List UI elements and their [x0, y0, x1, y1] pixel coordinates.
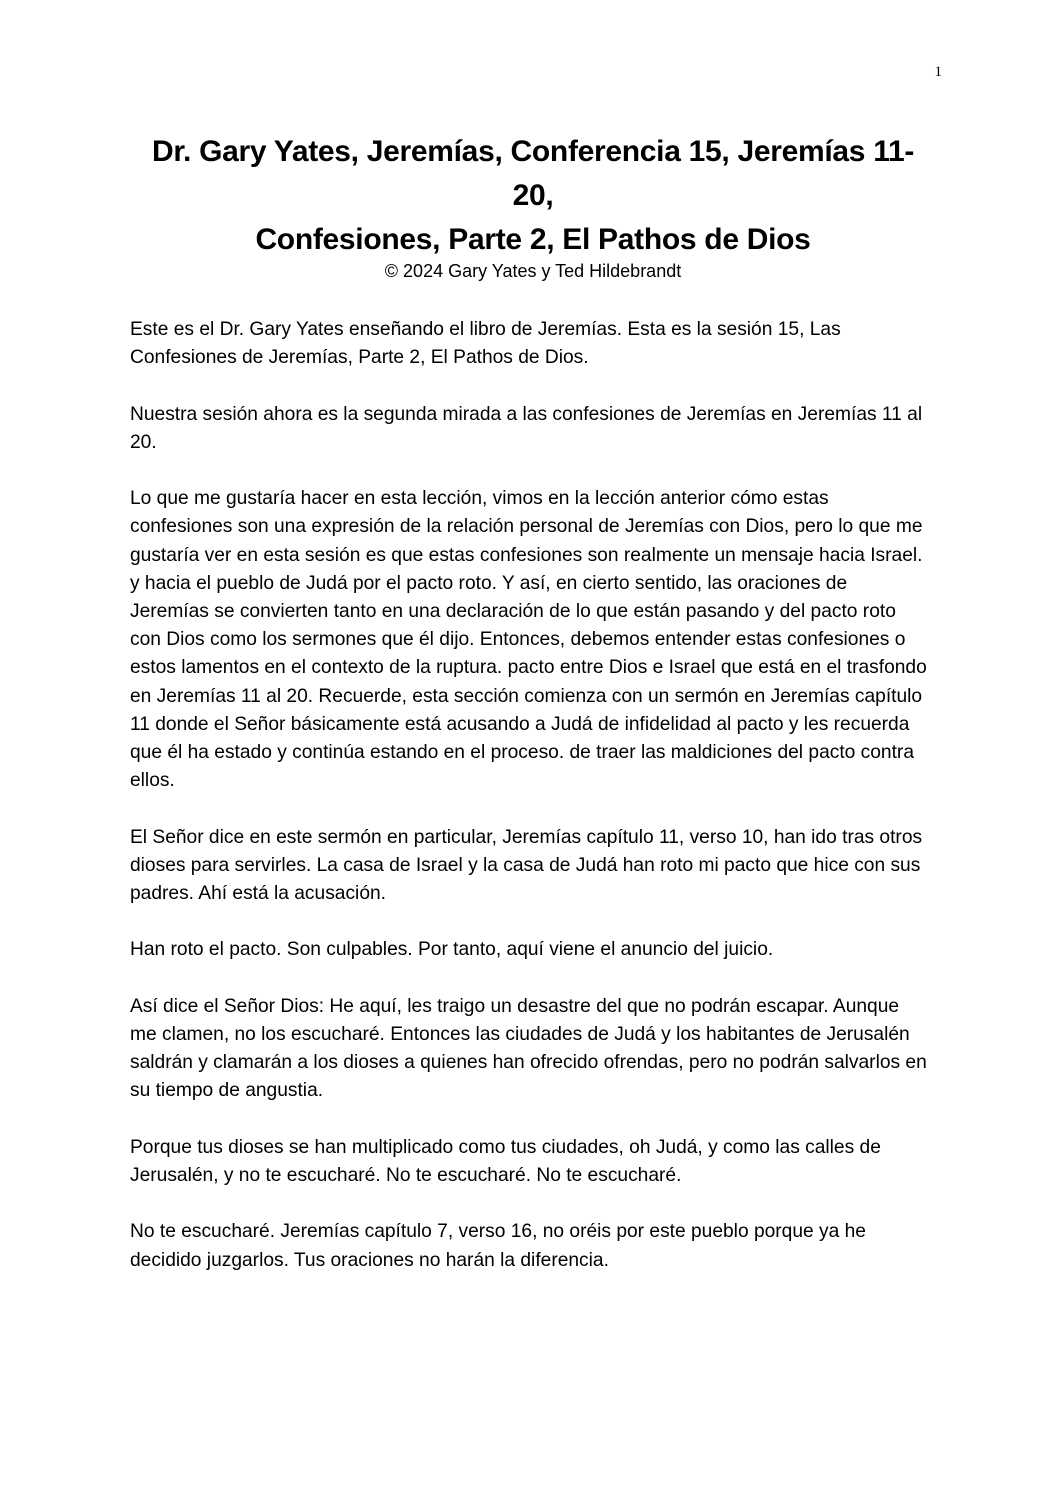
document-body: [130, 316, 930, 1303]
paragraph: El Señor dice en este sermón en particular, Jeremías capítulo 11, verso 10, han ido tras otros dioses para servirles. La casa de Israel y la casa de Judá han roto mi pacto que hice con sus padres. Ahí está la acusación.: [130, 826, 923, 905]
paragraph: Porque tus dioses se han multiplicado como tus ciudades, oh Judá, y como las calles de Jerusalén, y no te escucharé. No te escucharé. No te escucharé.: [130, 1136, 881, 1186]
paragraph: Han roto el pacto. Son culpables. Por tanto, aquí viene el anuncio del juicio.: [130, 939, 774, 961]
paragraph: No te escucharé. Jeremías capítulo 7, verso 16, no oréis por este pueblo porque ya he decidido juzgarlos. Tus oraciones no harán la diferencia.: [130, 1221, 866, 1271]
document-title-line-3: Confesiones, Parte 2, El Pathos de Dios: [255, 223, 811, 256]
document-title-line-2: 20,: [512, 179, 554, 212]
copyright-notice: © 2024 Gary Yates y Ted Hildebrandt: [384, 261, 682, 281]
paragraph: Así dice el Señor Dios: He aquí, les traigo un desastre del que no podrán escapar. Aunque me clamen, no los escucharé. Entonces las ciudades de Judá y los habitantes de Jerusalén saldrán y clamarán a los dioses a quienes han ofrecido ofrendas, pero no podrán salvarlos en su tiempo de angustia.: [130, 995, 927, 1102]
document-header: [110, 130, 956, 284]
paragraph: Lo que me gustaría hacer en esta lección, vimos en la lección anterior cómo estas confesiones son una expresión de la relación personal de Jeremías con Dios, pero lo que me gustaría ver en esta sesión es que estas confesiones son realmente un mensaje hacia Israel. y hacia el pueblo de Judá por el pacto roto. Y así, en cierto sentido, las oraciones de Jeremías se convierten tanto en una declaración de lo que están pasando y del pacto roto con Dios como los sermones que él dijo. Entonces, debemos entender estas confesiones o estos lamentos en el contexto de la ruptura. pacto entre Dios e Israel que está en el trasfondo en Jeremías 11 al 20. Recuerde, esta sección comienza con un sermón en Jeremías capítulo 11 donde el Señor básicamente está acusando a Judá de infidelidad al pacto y les recuerda que él ha estado y continúa estando en el proceso. de traer las maldiciones del pacto contra ellos.: [130, 488, 927, 792]
document-title-line-1: Dr. Gary Yates, Jeremías, Conferencia 15, Jeremías 11-: [151, 135, 915, 168]
page-number: 1: [934, 64, 942, 80]
paragraph: Nuestra sesión ahora es la segunda mirada a las confesiones de Jeremías en Jeremías 11 al 20.: [130, 403, 923, 453]
paragraph: Este es el Dr. Gary Yates enseñando el libro de Jeremías. Esta es la sesión 15, Las Confesiones de Jeremías, Parte 2, El Pathos de Dios.: [130, 319, 841, 369]
